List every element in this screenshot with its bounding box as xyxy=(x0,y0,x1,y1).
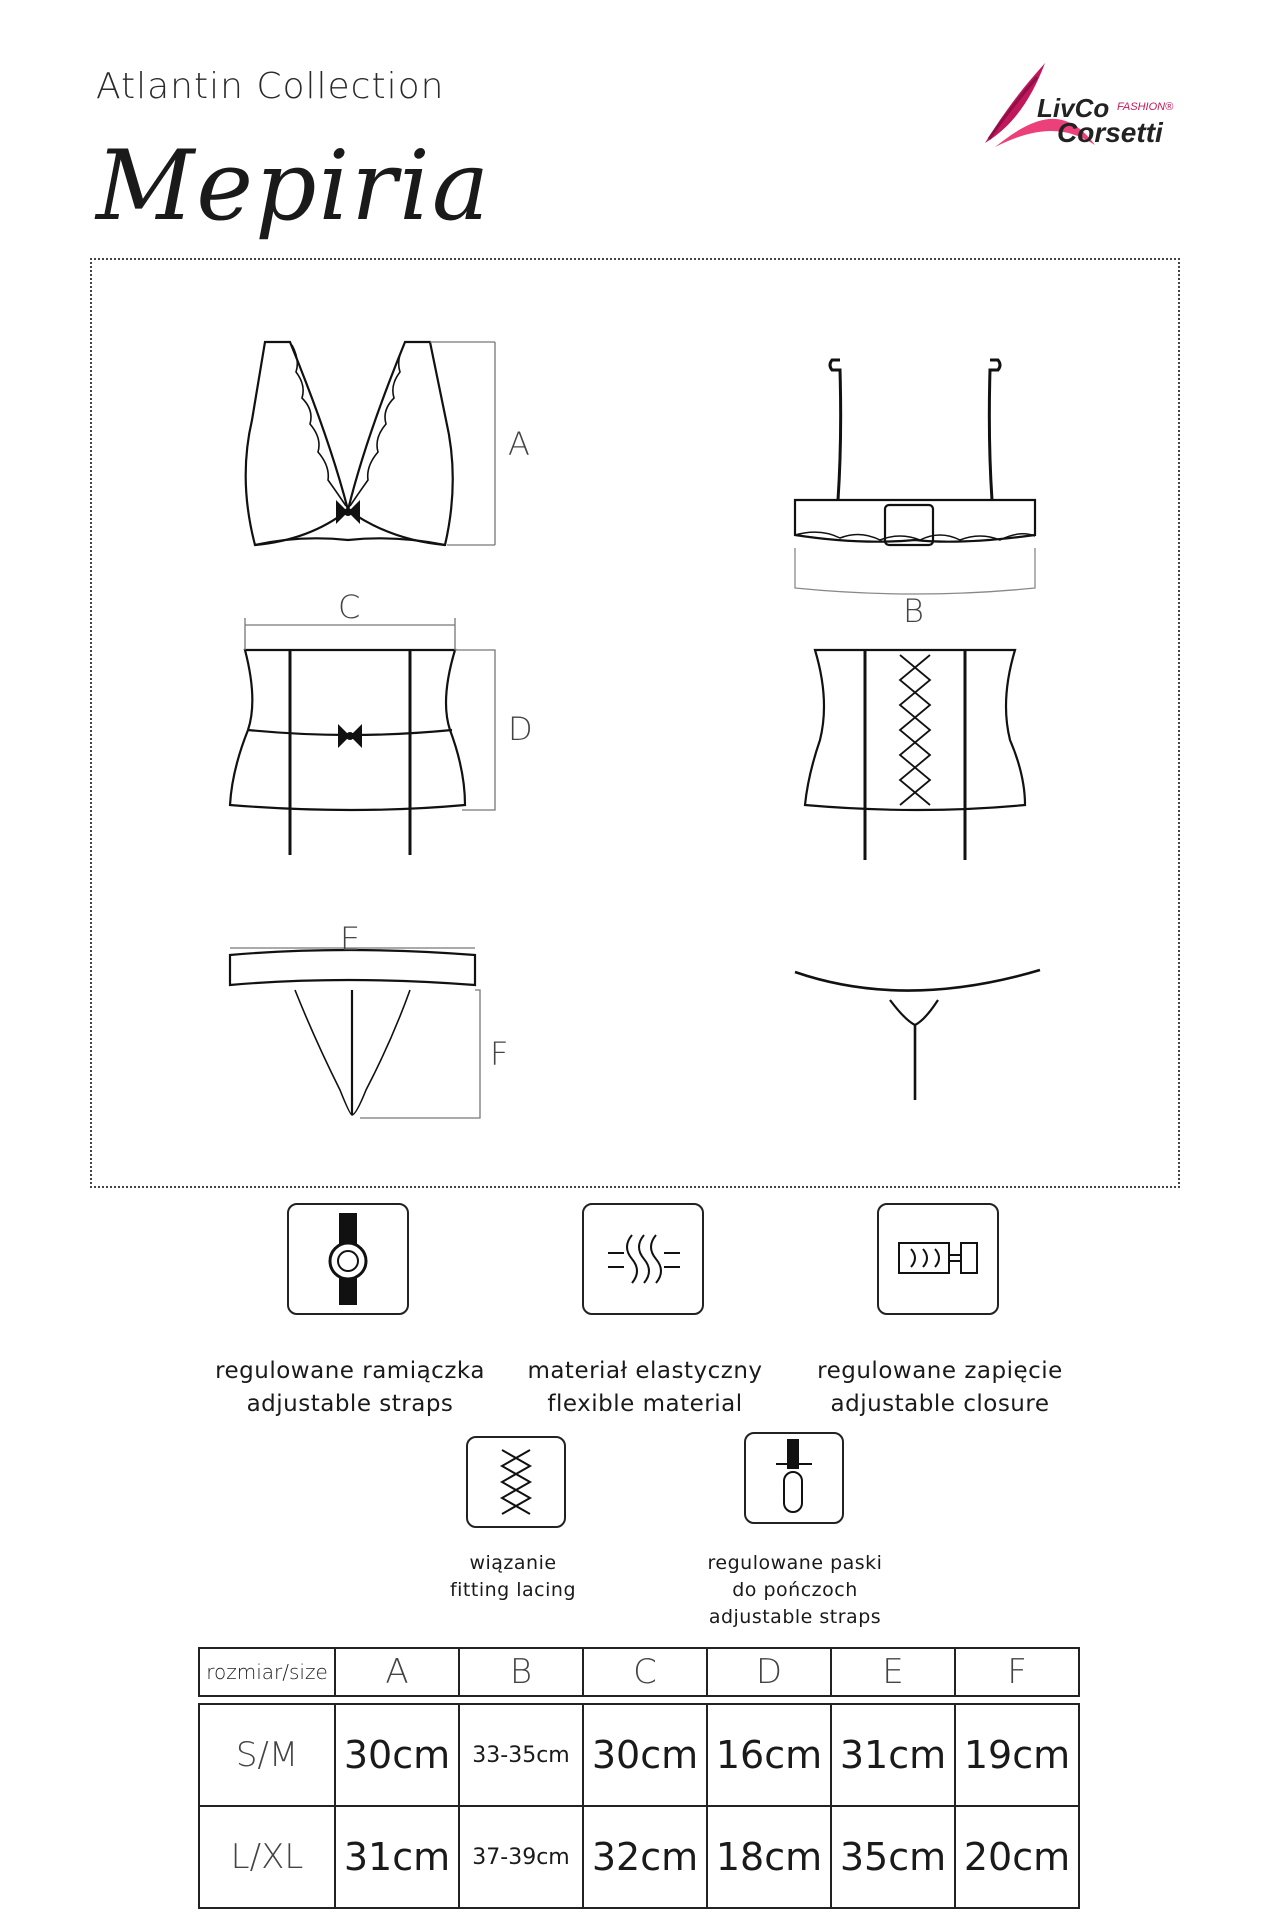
brand-name-2: Corsetti xyxy=(1057,117,1163,148)
table-row xyxy=(199,1704,1079,1806)
thong-front-drawing xyxy=(230,948,480,1118)
table-cell: 32cm xyxy=(583,1806,707,1908)
column-header: F xyxy=(955,1648,1079,1696)
fitting-lacing-icon xyxy=(466,1436,566,1528)
feature-label-flexible: materiał elastyczny flexible material xyxy=(527,1358,763,1417)
column-header: A xyxy=(335,1648,459,1696)
corset-bow-icon xyxy=(338,724,362,748)
corset-back-drawing xyxy=(805,650,1025,860)
table-cell: 33-35cm xyxy=(459,1704,583,1806)
dimension-label-a: A xyxy=(508,425,530,463)
table-cell: 31cm xyxy=(831,1704,955,1806)
table-cell: 18cm xyxy=(707,1806,831,1908)
table-cell: 30cm xyxy=(335,1704,459,1806)
table-cell: 31cm xyxy=(335,1806,459,1908)
dimension-label-b: B xyxy=(903,592,924,630)
size-table-corner: rozmiar/size xyxy=(199,1648,335,1696)
brand-name-1: LivCo xyxy=(1037,93,1110,123)
size-name: S/M xyxy=(199,1704,335,1806)
dimension-label-e: E xyxy=(340,920,361,958)
bra-front-bow-icon xyxy=(336,500,360,524)
bra-back-drawing xyxy=(795,360,1035,594)
size-name: L/XL xyxy=(199,1806,335,1908)
feature-label-closure: regulowane zapięcie adjustable closure xyxy=(817,1358,1063,1417)
dimension-label-c: C xyxy=(338,588,361,626)
adjustable-closure-icon xyxy=(877,1203,999,1315)
size-table xyxy=(198,1647,1080,1909)
table-cell: 30cm xyxy=(583,1704,707,1806)
garter-straps-icon xyxy=(744,1432,844,1524)
dimension-label-f: F xyxy=(490,1035,509,1073)
adjustable-straps-icon xyxy=(287,1203,409,1315)
feature-label-garter: regulowane paski do pończoch adjustable straps xyxy=(707,1552,883,1628)
table-cell: 37-39cm xyxy=(459,1806,583,1908)
dimension-label-d: D xyxy=(508,710,533,748)
table-cell: 20cm xyxy=(955,1806,1079,1908)
size-table-header xyxy=(199,1648,1079,1696)
brand-tag: FASHION® xyxy=(1117,101,1174,113)
thong-back-drawing xyxy=(795,970,1040,1100)
table-cell: 35cm xyxy=(831,1806,955,1908)
flexible-material-icon xyxy=(582,1203,704,1315)
product-title: Mepiria xyxy=(96,130,492,242)
column-header: C xyxy=(583,1648,707,1696)
feature-label-straps: regulowane ramiączka adjustable straps xyxy=(215,1358,485,1417)
corset-front-drawing xyxy=(230,618,495,855)
column-header: E xyxy=(831,1648,955,1696)
table-cell: 19cm xyxy=(955,1704,1079,1806)
table-row xyxy=(199,1806,1079,1908)
collection-name: Atlantin Collection xyxy=(96,66,445,107)
column-header: B xyxy=(459,1648,583,1696)
table-cell: 16cm xyxy=(707,1704,831,1806)
feature-label-lacing: wiązanie fitting lacing xyxy=(449,1552,577,1601)
column-header: D xyxy=(707,1648,831,1696)
